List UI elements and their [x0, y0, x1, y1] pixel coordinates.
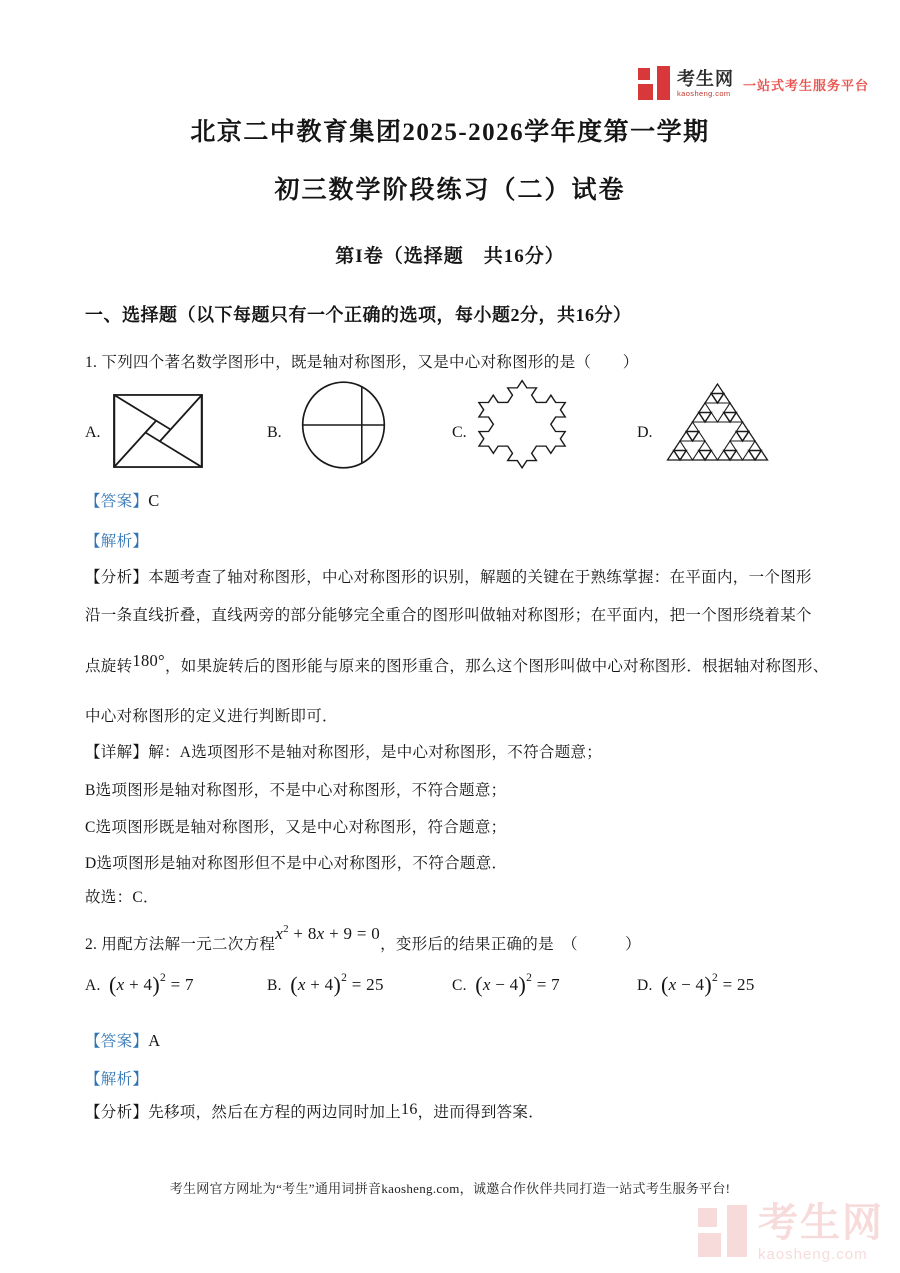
q1-fenxi-text1: 本题考查了轴对称图形，中心对称图形的识别，解题的关键在于熟练掌握：在平面内，一个图形 — [148, 569, 812, 586]
q1-option-d-label: D. — [637, 424, 653, 441]
q1-xiangjie-text: 解：A选项图形不是轴对称图形，是中心对称图形，不符合题意； — [148, 744, 603, 761]
q2-jiexi-line — [85, 1067, 148, 1089]
q2-answer-line — [85, 1029, 160, 1051]
logo-tagline: 一站式考生服务平台 — [743, 77, 870, 93]
q2-option-c-formula: $(x - 4)^2 = 7$ — [475, 972, 560, 997]
q1-fenxi-line2: 沿一条直线折叠，直线两旁的部分能够完全重合的图形叫做轴对称图形；在平面内，把一个图形绕着某个 — [85, 607, 812, 624]
q1-inline-formula-180deg: 180° — [132, 651, 165, 670]
q2-option-a: A. $(x + 4)^2 = 7$ — [85, 972, 194, 997]
q2-option-d: D. $(x - 4)^2 = 25$ — [637, 972, 755, 997]
q2-answer-label: 【答案】 — [85, 1033, 149, 1050]
q1-option-d-analysis: D选项图形是轴对称图形但不是中心对称图形，不符合题意． — [85, 855, 508, 872]
q1-fenxi-line4: 中心对称图形的定义进行判断即可． — [85, 708, 338, 725]
watermark-brand: 考生网 — [758, 1201, 884, 1245]
figure-sierpinski-triangle — [665, 382, 770, 462]
watermark-domain: kaosheng.com — [758, 1246, 868, 1263]
q2-stem-post: ，变形后的结果正确的是 （ ） — [380, 936, 641, 953]
q1-stem: 1. 下列四个著名数学图形中，既是轴对称图形，又是中心对称图形的是（ ） — [85, 354, 639, 371]
q1-xiangjie-line — [85, 740, 602, 762]
q2-stem-pre: 2. 用配方法解一元二次方程 — [85, 936, 276, 953]
q2-fenxi-post: ，进而得到答案． — [417, 1104, 545, 1121]
q1-fenxi-line3 — [85, 651, 829, 676]
q1-option-c-analysis: C选项图形既是轴对称图形，又是中心对称图形，符合题意； — [85, 819, 507, 836]
q2-option-c: C. $(x - 4)^2 = 7$ — [452, 972, 560, 997]
q2-fenxi-pre: 先移项，然后在方程的两边同时加上 — [148, 1104, 402, 1121]
q1-xiangjie-label: 【详解】 — [85, 744, 149, 761]
figure-zhao-shuang-string-diagram — [113, 394, 203, 468]
q2-option-b: B. $(x + 4)^2 = 25$ — [267, 972, 384, 997]
kaosheng-h-blocks-icon-watermark — [698, 1205, 750, 1261]
kaosheng-logo — [638, 66, 869, 102]
logo-brand: 考生网 — [677, 69, 734, 90]
q1-option-c-label: C. — [452, 424, 467, 441]
q2-answer-value: A — [148, 1031, 161, 1050]
q1-jiexi-label: 【解析】 — [85, 533, 149, 550]
volume-heading: 第I卷（选择题 共16分） — [335, 246, 565, 267]
q1-option-b-label: B. — [267, 424, 282, 441]
q2-option-b-formula: $(x + 4)^2 = 25$ — [290, 972, 384, 997]
q2-fenxi-line — [85, 1100, 544, 1122]
kaosheng-watermark — [698, 1203, 884, 1262]
figure-circle-with-chords — [301, 380, 386, 470]
q2-fenxi-label: 【分析】 — [85, 1104, 149, 1121]
footer-note: 考生网官方网址为“考生”通用词拼音kaosheng.com，诚邀合作伙伴共同打造一站式考生服务平台! — [169, 1181, 731, 1196]
q1-line3-pre: 点旋转 — [85, 658, 133, 675]
q2-option-d-formula: $(x - 4)^2 = 25$ — [661, 972, 755, 997]
q1-option-b-analysis: B选项图形是轴对称图形，不是中心对称图形，不符合题意； — [85, 782, 507, 799]
q1-fenxi-line1 — [85, 565, 812, 587]
q1-line3-post: ，如果旋转后的图形能与原来的图形重合，那么这个图形叫做中心对称图形．根据轴对称图形、 — [164, 658, 829, 675]
q2-stem — [85, 923, 641, 954]
q2-inline-equation: $x^2 + 8x + 9 = 0$ — [275, 923, 381, 943]
section-heading: 一、选择题（以下每题只有一个正确的选项，每小题2分，共16分） — [85, 305, 632, 325]
figure-koch-snowflake — [477, 379, 569, 471]
q2-option-a-formula: $(x + 4)^2 = 7$ — [109, 972, 194, 997]
q1-fenxi-label: 【分析】 — [85, 569, 149, 586]
document-title-line2: 初三数学阶段练习（二）试卷 — [274, 177, 626, 204]
q1-conclusion: 故选：C． — [85, 889, 159, 906]
q1-answer-label: 【答案】 — [85, 493, 149, 510]
q2-inline-number-16: 16 — [401, 1101, 418, 1118]
q1-option-a-label: A. — [85, 424, 101, 441]
q1-answer-line — [85, 489, 160, 511]
q1-answer-value: C — [148, 491, 160, 510]
document-title-line1: 北京二中教育集团2025-2026学年度第一学期 — [190, 119, 710, 146]
logo-domain: kaosheng.com — [677, 89, 731, 99]
q1-jiexi-line — [85, 529, 148, 551]
q2-jiexi-label: 【解析】 — [85, 1071, 149, 1088]
kaosheng-h-blocks-icon — [638, 66, 672, 102]
